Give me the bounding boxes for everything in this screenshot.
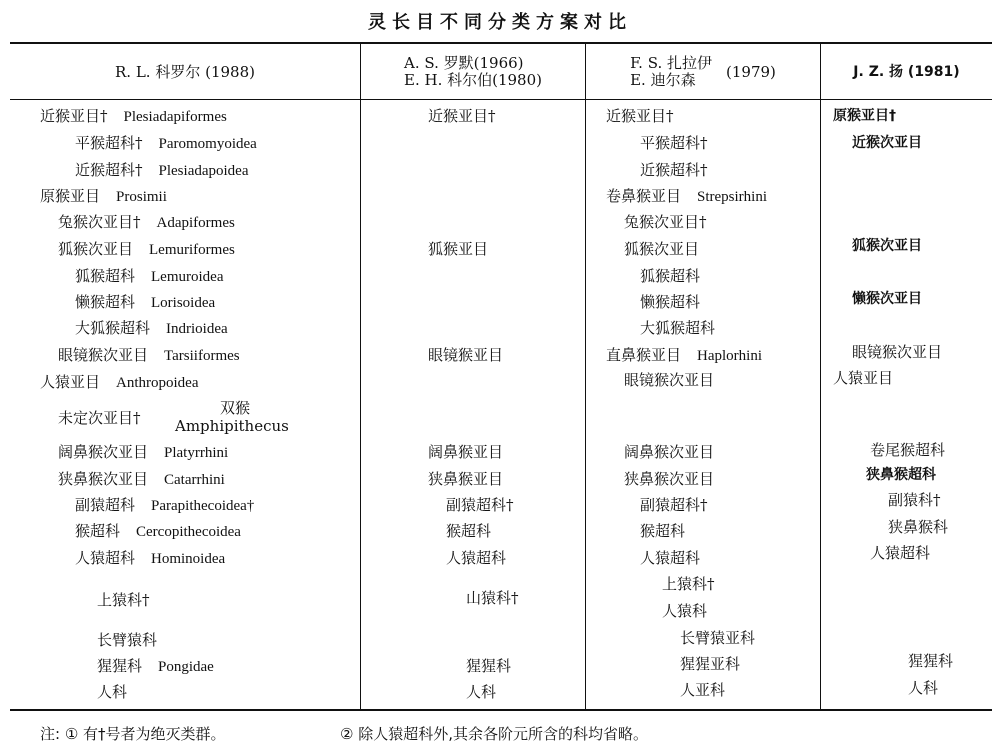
col4-row: 原猴亚目† [833,108,896,124]
header-col2 [361,46,585,98]
top-rule [10,42,992,44]
footnote-1: 注: ① 有†号者为绝灭类群。 [40,725,226,743]
col1-row: 上猿科† [97,591,150,609]
col1-row: 人猿超科 Hominoidea [75,549,226,567]
col1-row: 人猿亚目 Anthropoidea [40,373,199,391]
col2-row: 人科 [466,683,497,701]
col3-row: 狐猴超科 [640,267,701,285]
col1-row: 兔猴次亚目† Adapiformes [58,213,235,231]
col1-row: 副猿超科 Parapithecoidea† [75,496,255,514]
footnotes [40,723,648,744]
col3-row: 狭鼻猴次亚目 [624,470,715,488]
col4-row: 眼镜猴次亚目 [852,343,943,361]
header-col3-year: (1979) [726,62,776,81]
col3-row: 卷鼻猴亚目 Strepsirhini [606,187,768,205]
header-col3 [586,46,820,98]
col1-row: 人科 [97,683,128,701]
col3-row: 大狐猴超科 [640,319,716,337]
col3-row: 懒猴超科 [640,293,701,311]
col3-row: 近猴超科† [640,161,708,179]
col3-row: 人猿超科 [640,549,701,567]
col3-row: 副猿超科† [640,496,708,514]
col2-row: 猴超科 [446,522,492,540]
col4-row: 狐猴次亚目 [852,238,922,254]
col4-row: 人猿亚目 [833,369,894,387]
col4-row: 人科 [908,679,939,697]
col3-row: 兔猴次亚目† [624,213,707,231]
header-col3-line2: E. 迪尔森 [630,71,696,89]
col4-row: 近猴次亚目 [852,135,922,151]
col3-row: 阔鼻猴次亚目 [624,443,715,461]
header-rule [10,99,992,100]
col2-row: 狭鼻猴亚目 [428,470,504,488]
footnote-2: ② 除人猿超科外,其余各阶元所含的科均省略。 [340,725,648,743]
col3-row: 猴超科 [640,522,686,540]
header-col3-line1: F. S. 扎拉伊 [630,54,712,72]
col2-row: 人猿超科 [446,549,507,567]
col3-row: 人亚科 [680,681,726,699]
col1-row: 未定次亚目† [58,409,141,427]
col2-row: 狐猴亚目 [428,240,489,258]
col2-row: 近猴亚目† [428,107,496,125]
col1-row: 大狐猴超科 Indrioidea [75,319,228,337]
col2-row: 阔鼻猴亚目 [428,443,504,461]
col3-row: 长臂猿亚科 [680,629,756,647]
header-col2-line1: A. S. 罗默(1966) [404,54,524,72]
col4-row: 人猿超科 [870,544,931,562]
col4-row: 狭鼻猴科 [888,518,949,536]
column-divider-2 [585,42,586,709]
table-title: 灵长目不同分类方案对比 [368,12,632,33]
col2-row: 眼镜猴亚目 [428,346,504,364]
col1-row: 懒猴超科 Lorisoidea [75,293,216,311]
col4-row: 副猿科† [888,491,941,509]
col4-row: 卷尾猴超科 [870,441,946,459]
col4-row: 狭鼻猴超科 [866,467,936,483]
col1-row: 眼镜猴次亚目 Tarsiiformes [58,346,240,364]
col1-row: 猩猩科 Pongidae [97,657,214,675]
column-divider-3 [820,42,821,709]
col3-row: 猩猩亚科 [680,655,741,673]
column-divider-1 [360,42,361,709]
bottom-rule [10,709,992,711]
col3-row: 眼镜猴次亚目 [624,371,715,389]
col3-row: 近猴亚目† [606,107,674,125]
col1-row: Amphipithecus [175,417,289,435]
header-col2-line2: E. H. 科尔伯(1980) [404,71,542,89]
col2-row: 猩猩科 [466,657,512,675]
col3-row: 上猿科† [662,575,715,593]
col1-row: 原猴亚目 Prosimii [40,187,167,205]
col1-row: 平猴超科† Paromomyoidea [75,134,257,152]
col3-row: 狐猴次亚目 [624,240,700,258]
col1-row: 长臂猿科 [97,631,158,649]
col2-row: 副猿超科† [446,496,514,514]
col3-row: 人猿科 [662,602,708,620]
col1-row: 狭鼻猴次亚目 Catarrhini [58,470,225,488]
header-col4: J. Z. 扬 (1981) [853,63,960,80]
col3-row: 直鼻猴亚目 Haplorhini [606,346,763,364]
col1-row: 狐猴次亚目 Lemuriformes [58,240,235,258]
col3-row: 平猴超科† [640,134,708,152]
col1-row-note: 双猴 [220,399,251,417]
col2-row: 山猿科† [466,589,519,607]
col1-row: 近猴超科† Plesiadapoidea [75,161,249,179]
col1-row: 猴超科 Cercopithecoidea [75,522,241,540]
col1-row: 狐猴超科 Lemuroidea [75,267,224,285]
header-col1: R. L. 科罗尔 (1988) [115,62,255,81]
col4-row: 猩猩科 [908,652,954,670]
col4-row: 懒猴次亚目 [852,291,922,307]
col1-row: 阔鼻猴次亚目 Platyrrhini [58,443,229,461]
col1-row: 近猴亚目† Plesiadapiformes [40,107,227,125]
